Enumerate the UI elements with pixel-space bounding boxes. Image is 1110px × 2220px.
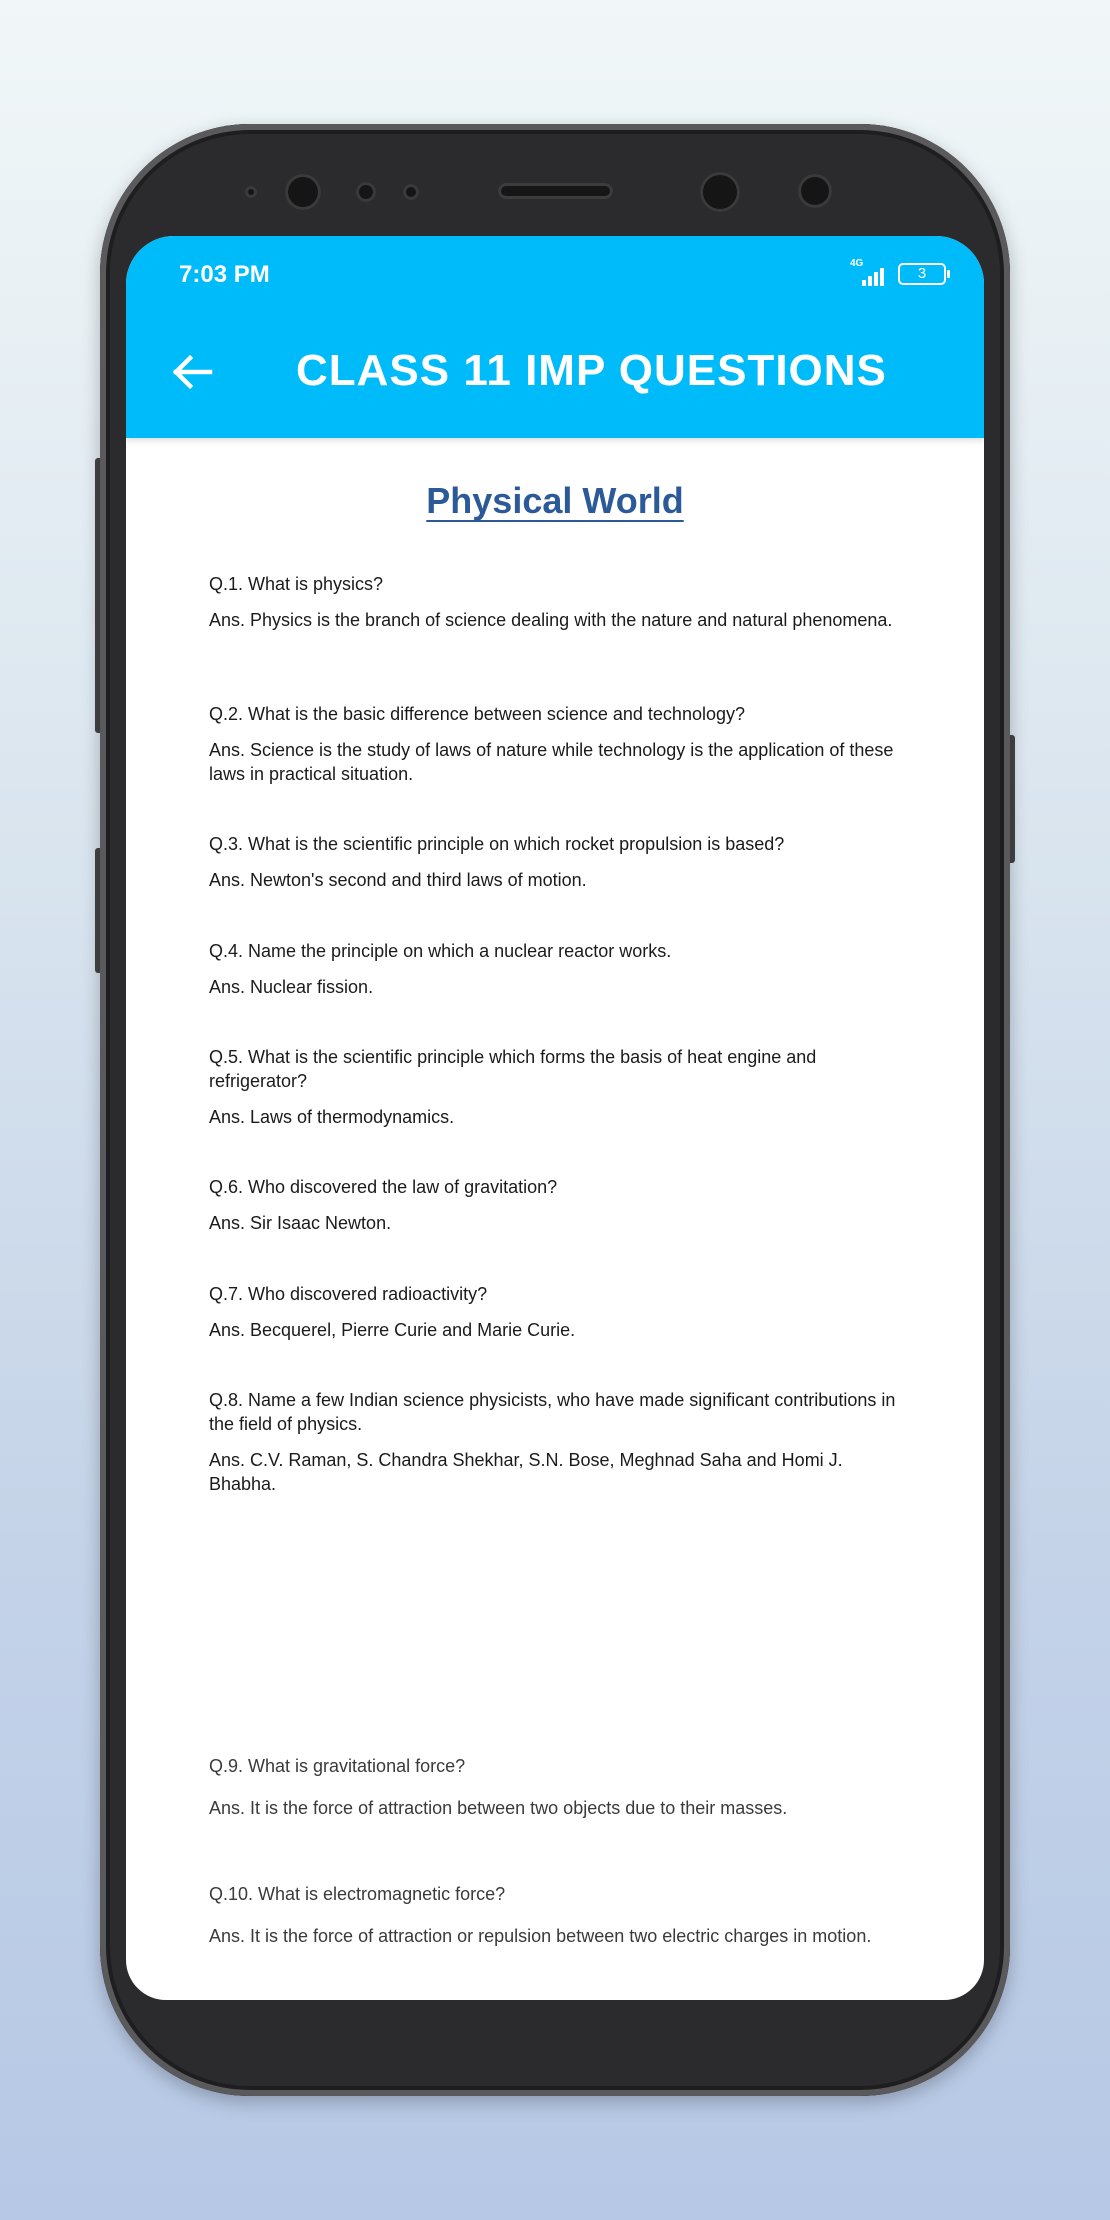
qa-item (209, 1754, 909, 1820)
sensor-dot (245, 186, 257, 198)
answer: Ans. Newton's second and third laws of motion. (209, 870, 587, 890)
answer: Ans. It is the force of attraction or repulsion between two electric charges in motion. (209, 1926, 872, 1946)
question: Q.2. What is the basic difference between science and technology? (209, 704, 745, 724)
qa-item (209, 702, 909, 786)
qa-item (209, 1175, 909, 1235)
answer: Ans. Sir Isaac Newton. (209, 1213, 392, 1233)
app-title: CLASS 11 IMP QUESTIONS (296, 346, 887, 395)
question: Q.7. Who discovered radioactivity? (209, 1284, 488, 1304)
answer: Ans. Laws of thermodynamics. (209, 1107, 455, 1127)
question: Q.1. What is physics? (209, 574, 384, 594)
content-area (126, 438, 984, 2000)
question: Q.8. Name a few Indian science physicists, who have made significant contributions in the field of physics. (209, 1390, 896, 1434)
qa-item (209, 832, 909, 892)
qa-item (209, 1882, 909, 1948)
answer: Ans. Becquerel, Pierre Curie and Marie Curie. (209, 1320, 576, 1340)
front-camera (285, 174, 321, 210)
page-heading-text: Physical World (426, 480, 684, 521)
qa-item (209, 1388, 909, 1496)
signal-icon (848, 260, 886, 288)
qa-item (209, 939, 909, 999)
question: Q.10. What is electromagnetic force? (209, 1884, 506, 1904)
app-bar (126, 236, 984, 438)
qa-item (209, 1045, 909, 1129)
battery-icon: 3 (898, 263, 946, 285)
answer: Ans. Physics is the branch of science dealing with the nature and natural phenomena. (209, 610, 893, 630)
page-heading (126, 480, 984, 522)
answer: Ans. Science is the study of laws of nature while technology is the application of these laws in practical situation. (209, 740, 894, 784)
answer: Ans. C.V. Raman, S. Chandra Shekhar, S.N. Bose, Meghnad Saha and Homi J. Bhabha. (209, 1450, 843, 1494)
qa-item (209, 572, 909, 632)
earpiece-speaker (498, 183, 613, 199)
sensor-dot (356, 182, 376, 202)
question: Q.4. Name the principle on which a nuclear reactor works. (209, 941, 672, 961)
answer: Ans. It is the force of attraction between two objects due to their masses. (209, 1798, 788, 1818)
arrow-left-icon[interactable] (170, 350, 214, 394)
network-type: 4G (850, 258, 864, 269)
iris-camera (700, 172, 740, 212)
status-time: 7:03 PM (179, 261, 270, 288)
sensor-dot (403, 184, 419, 200)
screen (126, 236, 984, 2000)
question: Q.5. What is the scientific principle which forms the basis of heat engine and refrigerator? (209, 1047, 817, 1091)
iris-sensor (798, 174, 832, 208)
status-icons (848, 260, 946, 288)
question: Q.3. What is the scientific principle on which rocket propulsion is based? (209, 834, 785, 854)
question: Q.9. What is gravitational force? (209, 1756, 466, 1776)
qa-item (209, 1282, 909, 1342)
question: Q.6. Who discovered the law of gravitation? (209, 1177, 558, 1197)
answer: Ans. Nuclear fission. (209, 977, 374, 997)
